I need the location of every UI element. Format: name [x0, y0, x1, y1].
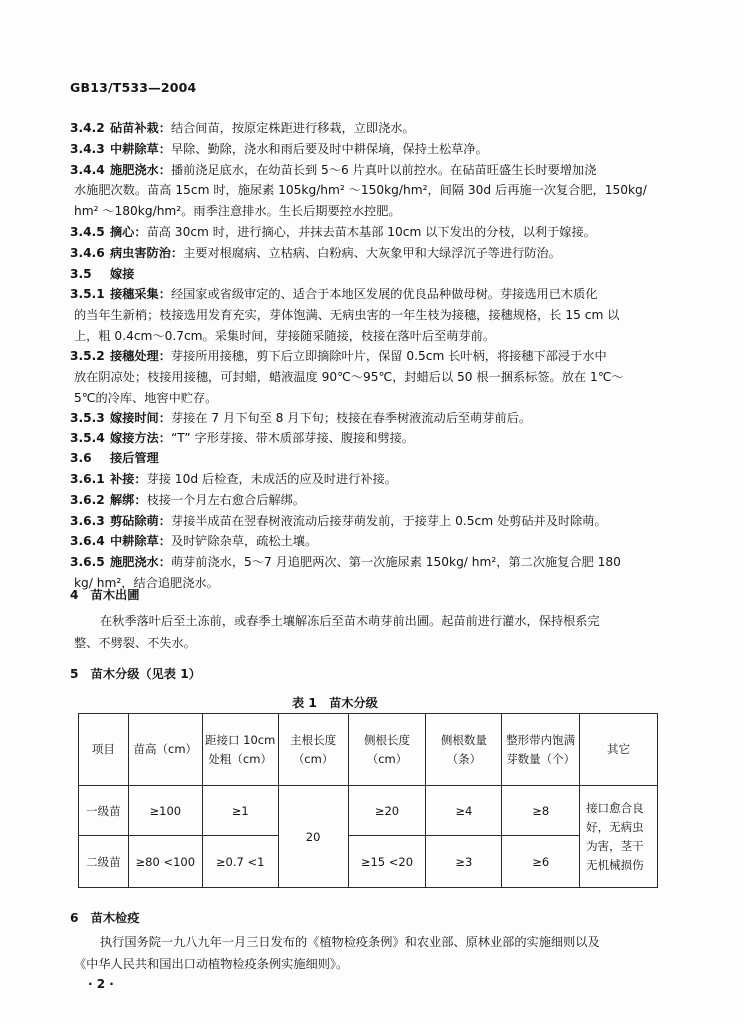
clause-heading: 摘心：	[110, 225, 147, 239]
main-root-length-cell: 20	[278, 786, 348, 888]
clause-text: “T” 字形芽接、带木质部芽接、腹接和劈接。	[170, 431, 414, 445]
table-row	[79, 836, 658, 888]
paragraph-continuation-line: 放在阴凉处；枝接用接穗，可封蜡，蜡液温度 90℃～95℃，封蜡后以 50 根一捆系标签。放在 1℃～	[74, 370, 624, 384]
clause-text: 早除、勤除，浇水和雨后要及时中耕保墒，保持土松草净。	[170, 142, 488, 156]
clause-number: 3.5.3	[70, 411, 105, 425]
clause-heading: 嫁接	[110, 267, 135, 281]
clause-text: 芽接在 7 月下旬至 8 月下旬；枝接在春季树液流动后至萌芽前后。	[170, 411, 532, 425]
paragraph-continuation-line: 5℃的冷库、地窖中贮存。	[74, 391, 218, 405]
clause-line	[70, 264, 660, 284]
table-header-cell: 侧根长度（cm）	[348, 714, 426, 786]
clause-text: 芽接所用接穗，剪下后立即摘除叶片，保留 0.5cm 长叶柄，将接穗下部浸于水中	[170, 349, 607, 363]
clause-number: 3.6.4	[70, 534, 105, 548]
clause-text: 枝接一个月左右愈合后解绑。	[146, 493, 305, 507]
clause-line	[70, 243, 660, 263]
clause-line	[70, 160, 660, 180]
table-header-cell: 项目	[79, 714, 129, 786]
lateral-root-length-cell: ≥15 <20	[348, 836, 426, 888]
table-header-cell: 主根长度（cm）	[278, 714, 348, 786]
table-header-cell: 侧根数量（条）	[426, 714, 502, 786]
section-6-paragraph-line: 《中华人民共和国出口动植物检疫条例实施细则》。	[74, 957, 349, 971]
clause-heading: 施肥浇水：	[110, 555, 171, 569]
clause-text: 芽接 10d 后检查，未成活的应及时进行补接。	[146, 472, 397, 486]
clause-line	[70, 118, 660, 138]
grade-cell: 一级苗	[79, 786, 129, 836]
thickness-cell: ≥1	[202, 786, 278, 836]
clause-number: 3.6.5	[70, 555, 105, 569]
clause-heading: 嫁接时间：	[110, 411, 171, 425]
clause-number: 3.5	[70, 267, 92, 281]
clause-number: 3.6	[70, 451, 92, 465]
clause-heading: 中耕除草：	[110, 534, 171, 548]
clause-text: 芽接半成苗在翌春树液流动后接芽萌发前，于接芽上 0.5cm 处剪砧并及时除萌。	[170, 514, 607, 528]
clause-line	[70, 346, 660, 366]
clause-number: 3.4.2	[70, 121, 105, 135]
clause-heading: 砧苗补栽：	[110, 121, 171, 135]
clause-line	[70, 531, 660, 551]
standard-code-header: GB13/T533—2004	[70, 80, 197, 95]
clause-number: 3.6.2	[70, 493, 105, 507]
page-number: · 2 ·	[88, 977, 114, 991]
section-4-paragraph-line: 在秋季落叶后至土冻前，或春季土壤解冻后至苗木萌芽前出圃。起苗前进行灌水，保持根系完	[100, 614, 600, 628]
paragraph-continuation-line: 水施肥次数。苗高 15cm 时，施尿素 105kg/hm² ～150kg/hm²，间隔 30d 后再施一次复合肥，150kg/	[74, 183, 647, 197]
clause-text: 经国家或省级审定的、适合于本地区发展的优良品种做母树。芽接选用已木质化	[170, 287, 598, 301]
clause-line	[70, 490, 660, 510]
paragraph-continuation-line: 上，粗 0.4cm～0.7cm。采集时间，芽接随采随接，枝接在落叶后至萌芽前。	[74, 329, 496, 343]
clause-number: 3.4.3	[70, 142, 105, 156]
section-4-paragraph-line: 整、不劈裂、不失水。	[74, 636, 196, 650]
clause-heading: 解绑：	[110, 493, 147, 507]
clause-number: 3.4.5	[70, 225, 105, 239]
clause-number: 3.4.6	[70, 246, 105, 260]
table-header-cell: 距接口 10cm 处粗（cm）	[202, 714, 278, 786]
grading-table	[78, 713, 658, 888]
clause-line	[70, 408, 660, 428]
lateral-root-count-cell: ≥3	[426, 836, 502, 888]
paragraph-continuation-line: hm² ～180kg/hm²。雨季注意排水。生长后期要控水控肥。	[74, 204, 401, 218]
clause-heading: 接穗采集：	[110, 287, 171, 301]
clause-heading: 嫁接方法：	[110, 431, 171, 445]
table-header-cell: 苗高（cm）	[128, 714, 202, 786]
clause-heading: 接穗处理：	[110, 349, 171, 363]
table-header-cell: 整形带内饱满芽数量（个）	[502, 714, 580, 786]
other-requirements-cell: 接口愈合良好，无病虫为害，茎干无机械损伤	[580, 786, 658, 888]
clause-text: 主要对根腐病、立枯病、白粉病、大灰象甲和大绿浮沉子等进行防治。	[183, 246, 561, 260]
lateral-root-count-cell: ≥4	[426, 786, 502, 836]
section-4-title: 4 苗木出圃	[70, 588, 140, 602]
clause-number: 3.5.4	[70, 431, 105, 445]
clause-heading: 病虫害防治：	[110, 246, 184, 260]
clause-text: 播前浇足底水，在幼苗长到 5～6 片真叶以前控水。在砧苗旺盛生长时要增加浇	[170, 163, 597, 177]
clause-number: 3.6.1	[70, 472, 105, 486]
table-header-row	[79, 714, 658, 786]
lateral-root-length-cell: ≥20	[348, 786, 426, 836]
clause-number: 3.6.3	[70, 514, 105, 528]
section-5-title: 5 苗木分级（见表 1）	[70, 667, 201, 681]
clause-text: 结合间苗，按原定株距进行移栽，立即浇水。	[170, 121, 415, 135]
paragraph-continuation-line: 的当年生新梢；枝接选用发育充实，芽体饱满、无病虫害的一年生枝为接穗，接穗规格，长 15 cm 以	[74, 308, 620, 322]
clause-line	[70, 511, 660, 531]
clause-line	[70, 284, 660, 304]
height-cell: ≥100	[128, 786, 202, 836]
bud-count-cell: ≥6	[502, 836, 580, 888]
table-caption: 表 1 苗木分级	[292, 696, 378, 710]
clause-line	[70, 428, 660, 448]
grade-cell: 二级苗	[79, 836, 129, 888]
clause-heading: 接后管理	[110, 451, 159, 465]
clause-number: 3.5.2	[70, 349, 105, 363]
paragraph-continuation-line: kg/ hm²，结合追肥浇水。	[74, 576, 219, 590]
table-header-cell: 其它	[580, 714, 658, 786]
clause-text: 苗高 30cm 时，进行摘心，并抹去苗木基部 10cm 以下发出的分枝，以利于嫁接。	[146, 225, 596, 239]
clause-line	[70, 469, 660, 489]
clause-line	[70, 222, 660, 242]
clause-line	[70, 139, 660, 159]
bud-count-cell: ≥8	[502, 786, 580, 836]
clause-number: 3.5.1	[70, 287, 105, 301]
thickness-cell: ≥0.7 <1	[202, 836, 278, 888]
table-row	[79, 786, 658, 836]
section-6-paragraph-line: 执行国务院一九八九年一月三日发布的《植物检疫条例》和农业部、原林业部的实施细则以及	[100, 935, 600, 949]
clause-text: 及时铲除杂草，疏松土壤。	[170, 534, 318, 548]
clause-text: 萌芽前浇水，5～7 月追肥两次、第一次施尿素 150kg/ hm²，第二次施复合肥 180	[170, 555, 621, 569]
clause-line	[70, 448, 660, 468]
clause-heading: 剪砧除萌：	[110, 514, 171, 528]
height-cell: ≥80 <100	[128, 836, 202, 888]
clause-heading: 施肥浇水：	[110, 163, 171, 177]
clause-heading: 补接：	[110, 472, 147, 486]
clause-heading: 中耕除草：	[110, 142, 171, 156]
clause-number: 3.4.4	[70, 163, 105, 177]
clause-line	[70, 552, 660, 572]
section-6-title: 6 苗木检疫	[70, 911, 140, 925]
